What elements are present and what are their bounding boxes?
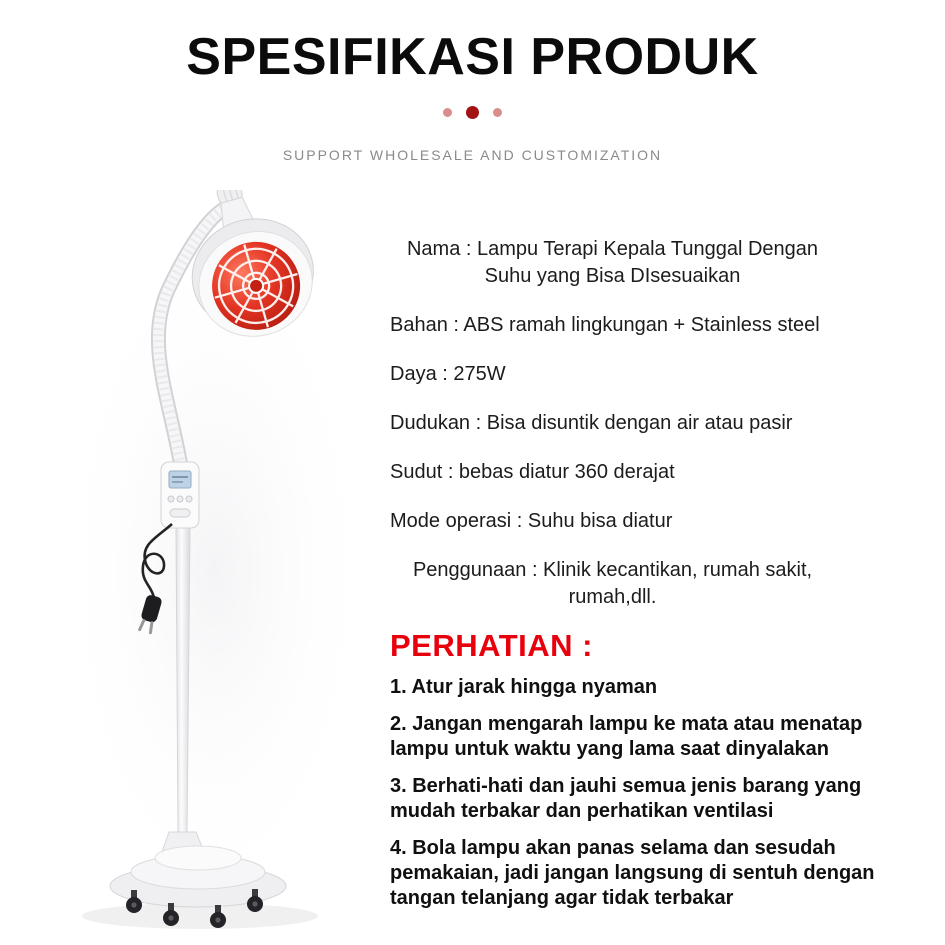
attention-item-4: 4. Bola lampu akan panas selama dan sesudah pemakaian, jadi jangan langsung di sentuh dengan tangan telanjang agar tidak terbakar: [390, 837, 875, 909]
spec-nama: Nama : Lampu Terapi Kepala Tunggal Dengan Suhu yang Bisa DIsesuaikan: [406, 238, 818, 287]
attention-item-2: 2. Jangan mengarah lampu ke mata atau menatap lampu untuk waktu yang lama saat dinyalakan: [390, 713, 863, 760]
spec-dudukan: Dudukan : Bisa disuntik dengan air atau pasir: [390, 412, 793, 434]
background-wash: [55, 220, 362, 920]
spec-list: [390, 236, 835, 633]
attention-item-3: 3. Berhati-hati dan jauhi semua jenis barang yang mudah terbakar dan perhatikan ventilasi: [390, 775, 862, 822]
control-button: [186, 496, 192, 502]
control-button: [170, 509, 190, 517]
page-title: SPESIFIKASI PRODUK: [186, 28, 759, 86]
attention-item-1: 1. Atur jarak hingga nyaman: [390, 676, 658, 698]
product-photo: [50, 190, 362, 938]
therapy-lamp-illustration: [50, 190, 362, 938]
title-divider-dots: [0, 106, 945, 119]
divider-dot: [443, 108, 452, 117]
control-button: [177, 496, 183, 502]
control-panel: [161, 462, 199, 528]
spec-daya: Daya : 275W: [390, 363, 506, 385]
spec-mode-operasi: Mode operasi : Suhu bisa diatur: [390, 510, 673, 532]
display-screen: [169, 471, 191, 488]
spec-bahan: Bahan : ABS ramah lingkungan + Stainless steel: [390, 314, 820, 336]
divider-dot: [466, 106, 479, 119]
subtitle: SUPPORT WHOLESALE AND CUSTOMIZATION: [282, 147, 663, 163]
attention-heading: PERHATIAN :: [390, 628, 593, 663]
divider-dot: [493, 108, 502, 117]
control-button: [168, 496, 174, 502]
spec-penggunaan: Penggunaan : Klinik kecantikan, rumah sakit, rumah,dll.: [412, 559, 813, 608]
spec-sudut: Sudut : bebas diatur 360 derajat: [390, 461, 675, 483]
attention-section: [390, 630, 902, 923]
